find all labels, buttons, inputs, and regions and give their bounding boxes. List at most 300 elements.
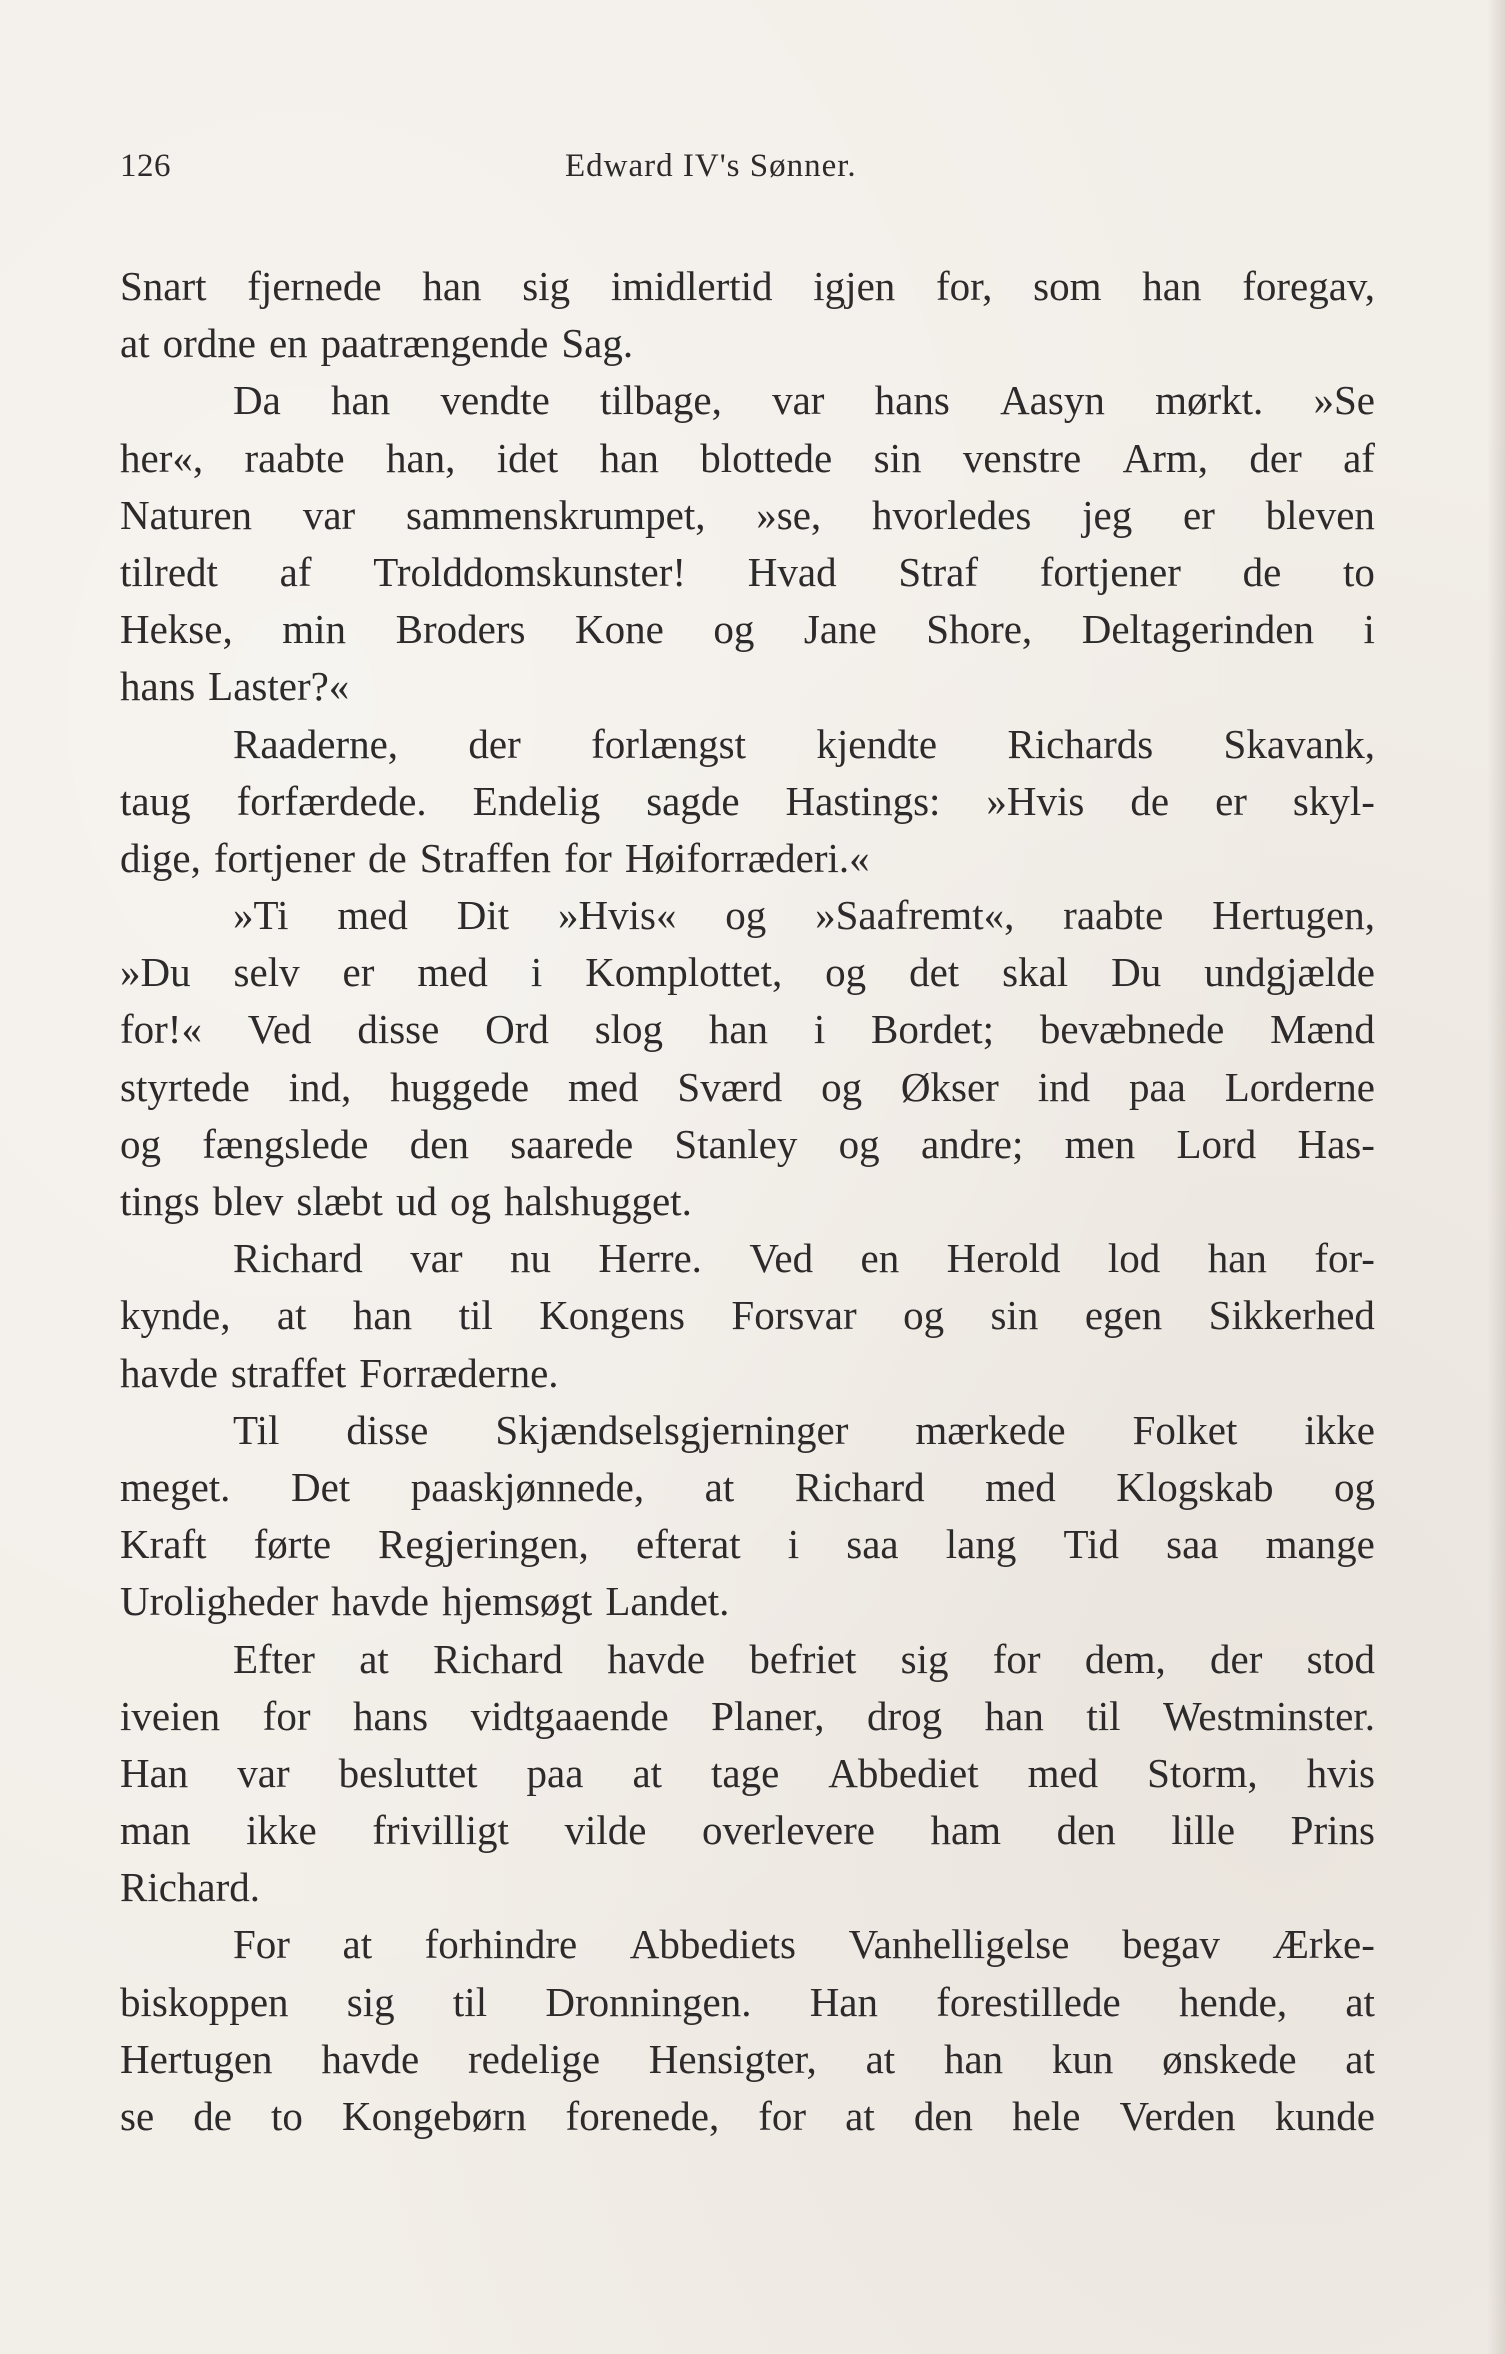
word: efterat xyxy=(635,1521,741,1568)
word: tings xyxy=(120,1178,200,1224)
word: Richards xyxy=(1007,720,1154,767)
word: ind xyxy=(1037,1063,1091,1110)
word: hans xyxy=(352,1692,429,1739)
word: han xyxy=(1142,263,1202,309)
word: ordne xyxy=(162,320,256,367)
word: bleven xyxy=(1265,491,1375,538)
word: mørkt. xyxy=(1155,377,1264,424)
word: »Se xyxy=(1313,377,1375,424)
word: mange xyxy=(1265,1521,1375,1568)
word: Kone xyxy=(574,606,664,653)
word: at xyxy=(1345,2035,1375,2082)
word: han xyxy=(943,2035,1004,2082)
word: Ærke- xyxy=(1272,1921,1375,1968)
word: med xyxy=(1027,1749,1099,1796)
word: tage xyxy=(711,1749,780,1796)
text-line xyxy=(120,830,1375,887)
text-line xyxy=(120,544,1375,601)
word: Klogskab xyxy=(1116,1463,1274,1510)
word: og xyxy=(838,1120,880,1167)
word: at xyxy=(359,1635,389,1682)
word: Straf xyxy=(898,548,979,595)
running-title: Edward IV's Sønner. xyxy=(565,148,857,184)
word: min xyxy=(282,606,347,653)
word: det xyxy=(909,949,960,996)
word: var xyxy=(772,377,825,424)
word: huggede xyxy=(390,1063,530,1110)
word: selv xyxy=(233,949,300,996)
word: sammenskrumpet, xyxy=(405,491,706,538)
word: med xyxy=(417,949,488,996)
page-number: 126 xyxy=(120,148,171,184)
word: var xyxy=(302,491,356,538)
word: mærkede xyxy=(915,1406,1066,1453)
word: er xyxy=(1183,491,1215,538)
word: Shore, xyxy=(926,606,1033,653)
word: fængslede xyxy=(202,1120,369,1167)
word: at xyxy=(1345,1978,1375,2025)
word: begav xyxy=(1122,1921,1220,1968)
text-line xyxy=(120,1859,1375,1916)
word: igjen xyxy=(813,263,896,309)
text-line xyxy=(120,372,1375,429)
word: slæbt xyxy=(296,1178,383,1224)
word: at xyxy=(845,2093,875,2139)
word: ønskede xyxy=(1162,2035,1297,2082)
word: og xyxy=(713,606,755,653)
word: venstre xyxy=(962,434,1082,481)
word: Abbediet xyxy=(828,1749,979,1796)
word: de xyxy=(1130,777,1170,824)
word: ham xyxy=(930,1807,1002,1854)
word: undgjælde xyxy=(1204,949,1375,996)
word: der xyxy=(468,720,521,767)
text-line xyxy=(120,1688,1375,1745)
word: drog xyxy=(867,1692,943,1739)
text-line xyxy=(120,1916,1375,1973)
word: hvis xyxy=(1306,1749,1375,1796)
word: paa xyxy=(1128,1063,1186,1110)
word: raabte xyxy=(244,434,345,481)
word: For xyxy=(233,1921,290,1968)
word: Forræderne. xyxy=(359,1349,559,1396)
text-line xyxy=(120,1116,1375,1173)
word: sin xyxy=(990,1292,1039,1339)
word: paaskjønnede, xyxy=(410,1463,645,1510)
word: Has- xyxy=(1297,1120,1375,1167)
text-line xyxy=(120,430,1375,487)
word: af xyxy=(1343,434,1375,481)
word: Abbediets xyxy=(629,1921,797,1968)
word: en xyxy=(860,1235,900,1282)
word: Ved xyxy=(749,1235,814,1282)
word: »se, xyxy=(756,491,822,538)
word: i xyxy=(1363,606,1375,653)
word: taug xyxy=(120,777,191,824)
word: at xyxy=(704,1463,735,1510)
word: Han xyxy=(809,1978,879,2025)
text-line xyxy=(120,716,1375,773)
word: Økser xyxy=(900,1063,999,1110)
word: se xyxy=(120,2093,155,2139)
word: Richard. xyxy=(120,1864,261,1911)
word: Sikkerhed xyxy=(1208,1292,1375,1339)
word: ikke xyxy=(246,1807,317,1854)
word: han, xyxy=(385,434,456,481)
word: der xyxy=(1249,434,1302,481)
word: havde xyxy=(331,1578,429,1625)
text-line xyxy=(120,2088,1375,2145)
word: Ved xyxy=(247,1006,312,1053)
text-line xyxy=(120,1287,1375,1344)
word: ikke xyxy=(1304,1406,1375,1453)
word: Dronningen. xyxy=(545,1978,752,2025)
word: saa xyxy=(846,1521,899,1568)
word: sin xyxy=(873,434,922,481)
text-line xyxy=(120,1059,1375,1116)
word: Kongebørn xyxy=(342,2093,527,2139)
word: »Saafremt«, xyxy=(815,892,1015,939)
word: sig xyxy=(900,1635,949,1682)
word: idet xyxy=(496,434,559,481)
word: fjernede xyxy=(247,263,382,309)
word: der xyxy=(1210,1635,1263,1682)
word: havde xyxy=(120,1349,218,1396)
word: befriet xyxy=(749,1635,857,1682)
word: to xyxy=(271,2093,303,2139)
word: jeg xyxy=(1082,491,1133,538)
word: tilbage, xyxy=(600,377,722,424)
word: Arm, xyxy=(1122,434,1209,481)
text-line xyxy=(120,1745,1375,1802)
word: for, xyxy=(936,263,993,309)
word: hans xyxy=(874,377,950,424)
word: at xyxy=(632,1749,663,1796)
word: forfærdede. xyxy=(236,777,427,824)
text-line xyxy=(120,1573,1375,1630)
text-line xyxy=(120,1345,1375,1402)
word: halshugget. xyxy=(503,1178,692,1224)
word: Herold xyxy=(946,1235,1061,1282)
text-line xyxy=(120,658,1375,715)
word: egen xyxy=(1084,1292,1163,1339)
word: Richard xyxy=(433,1635,563,1682)
word: Richard xyxy=(233,1235,363,1282)
word: han xyxy=(708,1006,769,1053)
word: den xyxy=(913,2093,974,2139)
word: Regjeringen, xyxy=(378,1521,589,1568)
word: for!« xyxy=(120,1006,202,1053)
page-header xyxy=(120,148,1375,192)
word: og xyxy=(821,1063,863,1110)
word: den xyxy=(409,1120,469,1167)
word: foregav, xyxy=(1242,263,1375,309)
word: disse xyxy=(346,1406,429,1453)
word: »Ti xyxy=(233,892,289,939)
word: her«, xyxy=(120,434,204,481)
word: forenede, xyxy=(565,2093,720,2139)
word: besluttet xyxy=(338,1749,478,1796)
text-line xyxy=(120,1631,1375,1688)
word: blev xyxy=(212,1178,284,1224)
word: forlængst xyxy=(591,720,747,767)
word: Raaderne, xyxy=(233,720,399,767)
word: Kongens xyxy=(539,1292,685,1339)
word: som xyxy=(1033,263,1102,309)
word: en xyxy=(268,320,308,367)
word: Endelig xyxy=(472,777,601,824)
word: Straffen xyxy=(419,834,551,881)
word: vidtgaaende xyxy=(470,1692,669,1739)
word: han xyxy=(331,377,391,424)
word: han xyxy=(599,434,659,481)
word: Tid xyxy=(1063,1521,1119,1568)
word: bevæbnede xyxy=(1039,1006,1225,1053)
word: Skjændselsgjerninger xyxy=(495,1406,849,1453)
word: Broders xyxy=(395,606,526,653)
word: Ord xyxy=(485,1006,549,1053)
word: sig xyxy=(346,1978,395,2025)
word: Du xyxy=(1111,949,1162,996)
word: kunde xyxy=(1274,2093,1375,2139)
word: dem, xyxy=(1084,1635,1166,1682)
text-line xyxy=(120,601,1375,658)
word: saarede xyxy=(510,1120,634,1167)
text-line xyxy=(120,258,1375,315)
word: førte xyxy=(253,1521,332,1568)
word: Planer, xyxy=(711,1692,825,1739)
text-line xyxy=(120,315,1375,372)
word: Mænd xyxy=(1270,1006,1375,1053)
word: raabte xyxy=(1063,892,1164,939)
word: forhindre xyxy=(424,1921,578,1968)
word: i xyxy=(787,1521,800,1568)
word: og xyxy=(903,1292,945,1339)
word: hjemsøgt xyxy=(442,1578,593,1625)
word: hans xyxy=(120,663,196,710)
word: Stanley xyxy=(674,1120,798,1167)
word: den xyxy=(1056,1807,1116,1854)
text-line xyxy=(120,1001,1375,1058)
word: Naturen xyxy=(120,491,253,538)
word: de xyxy=(1242,548,1282,595)
word: og xyxy=(725,892,767,939)
word: Deltagerinden xyxy=(1081,606,1314,653)
word: er xyxy=(342,949,375,996)
word: andre; xyxy=(920,1120,1024,1167)
text-line xyxy=(120,944,1375,1001)
word: Til xyxy=(233,1406,280,1453)
word: forestillede xyxy=(936,1978,1121,2025)
word: sagde xyxy=(646,777,740,824)
word: slog xyxy=(594,1006,664,1053)
word: de xyxy=(193,2093,232,2139)
word: Høiforræderi.« xyxy=(624,834,870,881)
word: Forsvar xyxy=(731,1292,857,1339)
word: stod xyxy=(1306,1635,1375,1682)
word: og xyxy=(1334,1463,1375,1510)
word: Komplottet, xyxy=(585,949,783,996)
word: med xyxy=(567,1063,639,1110)
word: han xyxy=(422,263,482,309)
word: kynde, xyxy=(120,1292,231,1339)
word: Hertugen xyxy=(120,2035,273,2082)
word: skal xyxy=(1002,949,1069,996)
word: Storm, xyxy=(1147,1749,1258,1796)
word: Landet. xyxy=(605,1578,730,1625)
word: at xyxy=(120,320,150,367)
word: Hekse, xyxy=(120,606,233,653)
word: for xyxy=(992,1635,1041,1682)
word: lang xyxy=(945,1521,1017,1568)
word: paa xyxy=(526,1749,584,1796)
word: til xyxy=(452,1978,488,2025)
word: og xyxy=(449,1178,491,1224)
word: Sag. xyxy=(561,320,634,367)
word: for xyxy=(758,2093,807,2139)
word: iveien xyxy=(120,1692,221,1739)
word: at xyxy=(276,1292,307,1339)
word: saa xyxy=(1166,1521,1219,1568)
page-edge-shadow xyxy=(1487,0,1505,2354)
word: frivilligt xyxy=(372,1807,509,1854)
word: Sværd xyxy=(677,1063,783,1110)
word: »Du xyxy=(120,949,191,996)
text-line xyxy=(120,1516,1375,1573)
word: var xyxy=(237,1749,290,1796)
word: Lorderne xyxy=(1224,1063,1375,1110)
text-line xyxy=(120,487,1375,544)
word: havde xyxy=(607,1635,706,1682)
word: af xyxy=(279,548,312,595)
word: vendte xyxy=(440,377,550,424)
word: to xyxy=(1343,548,1375,595)
word: Bordet; xyxy=(871,1006,995,1053)
word: i xyxy=(813,1006,826,1053)
text-line xyxy=(120,1459,1375,1516)
word: meget. xyxy=(120,1463,231,1510)
word: i xyxy=(530,949,543,996)
word: Dit xyxy=(456,892,510,939)
word: hele xyxy=(1012,2093,1081,2139)
word: Lord xyxy=(1176,1120,1257,1167)
word: Westminster. xyxy=(1163,1692,1375,1739)
word: Kraft xyxy=(120,1521,207,1568)
word: nu xyxy=(509,1235,551,1282)
word: Vanhelligelse xyxy=(848,1921,1070,1968)
text-line xyxy=(120,1974,1375,2031)
word: vilde xyxy=(564,1807,647,1854)
word: biskoppen xyxy=(120,1978,289,2025)
word: fortjener xyxy=(1039,548,1181,595)
word: blottede xyxy=(700,434,833,481)
word: er xyxy=(1215,777,1247,824)
word: men xyxy=(1064,1120,1136,1167)
word: straffet xyxy=(230,1349,347,1396)
word: lille xyxy=(1171,1807,1236,1854)
word: overlevere xyxy=(701,1807,875,1854)
word: at xyxy=(865,2035,896,2082)
word: Da xyxy=(233,377,281,424)
word: Laster?« xyxy=(208,663,350,710)
word: »Hvis xyxy=(986,777,1085,824)
word: Hvad xyxy=(747,548,837,595)
word: Folket xyxy=(1132,1406,1238,1453)
word: Skavank, xyxy=(1223,720,1375,767)
text-line xyxy=(120,1802,1375,1859)
word: han xyxy=(352,1292,413,1339)
word: Richard xyxy=(794,1463,925,1510)
text-line xyxy=(120,887,1375,944)
word: kun xyxy=(1051,2035,1114,2082)
word: og xyxy=(825,949,867,996)
text-line xyxy=(120,1173,1375,1230)
body-text xyxy=(120,258,1375,2145)
text-line xyxy=(120,1402,1375,1459)
word: med xyxy=(985,1463,1056,1510)
word: Aasyn xyxy=(1000,377,1105,424)
word: Hensigter, xyxy=(648,2035,817,2082)
text-line xyxy=(120,1230,1375,1287)
word: Trolddomskunster! xyxy=(373,548,687,595)
word: var xyxy=(410,1235,463,1282)
word: paatrængende xyxy=(320,320,549,367)
word: med xyxy=(337,892,408,939)
word: man xyxy=(120,1807,191,1854)
text-line xyxy=(120,2031,1375,2088)
word: han xyxy=(1207,1235,1267,1282)
word: skyl- xyxy=(1292,777,1375,824)
word: styrtede xyxy=(120,1063,250,1110)
word: Snart xyxy=(120,263,207,309)
text-line xyxy=(120,773,1375,830)
word: Prins xyxy=(1290,1807,1375,1854)
word: havde xyxy=(321,2035,420,2082)
word: »Hvis« xyxy=(557,892,677,939)
word: for xyxy=(262,1692,311,1739)
word: fortjener xyxy=(213,834,355,881)
word: til xyxy=(458,1292,493,1339)
word: dige, xyxy=(120,834,201,881)
word: at xyxy=(342,1921,373,1968)
word: sig xyxy=(522,263,571,309)
word: han xyxy=(984,1692,1044,1739)
word: Hastings: xyxy=(785,777,941,824)
word: Verden xyxy=(1119,2093,1236,2139)
word: de xyxy=(367,834,407,881)
word: ud xyxy=(395,1178,437,1224)
word: redelige xyxy=(468,2035,601,2082)
word: Han xyxy=(120,1749,189,1796)
word: hende, xyxy=(1178,1978,1288,2025)
word: Det xyxy=(290,1463,351,1510)
word: disse xyxy=(357,1006,440,1053)
word: og xyxy=(120,1120,161,1167)
word: Jane xyxy=(803,606,877,653)
word: Uroligheder xyxy=(120,1578,319,1625)
word: imidlertid xyxy=(610,263,773,309)
word: tilredt xyxy=(120,548,218,595)
word: ind, xyxy=(288,1063,352,1110)
word: Hertugen, xyxy=(1212,892,1375,939)
word: lod xyxy=(1107,1235,1161,1282)
word: til xyxy=(1086,1692,1121,1739)
word: for- xyxy=(1314,1235,1375,1282)
word: Herre. xyxy=(598,1235,702,1282)
word: for xyxy=(564,834,612,881)
word: kjendte xyxy=(816,720,938,767)
word: hvorledes xyxy=(871,491,1032,538)
